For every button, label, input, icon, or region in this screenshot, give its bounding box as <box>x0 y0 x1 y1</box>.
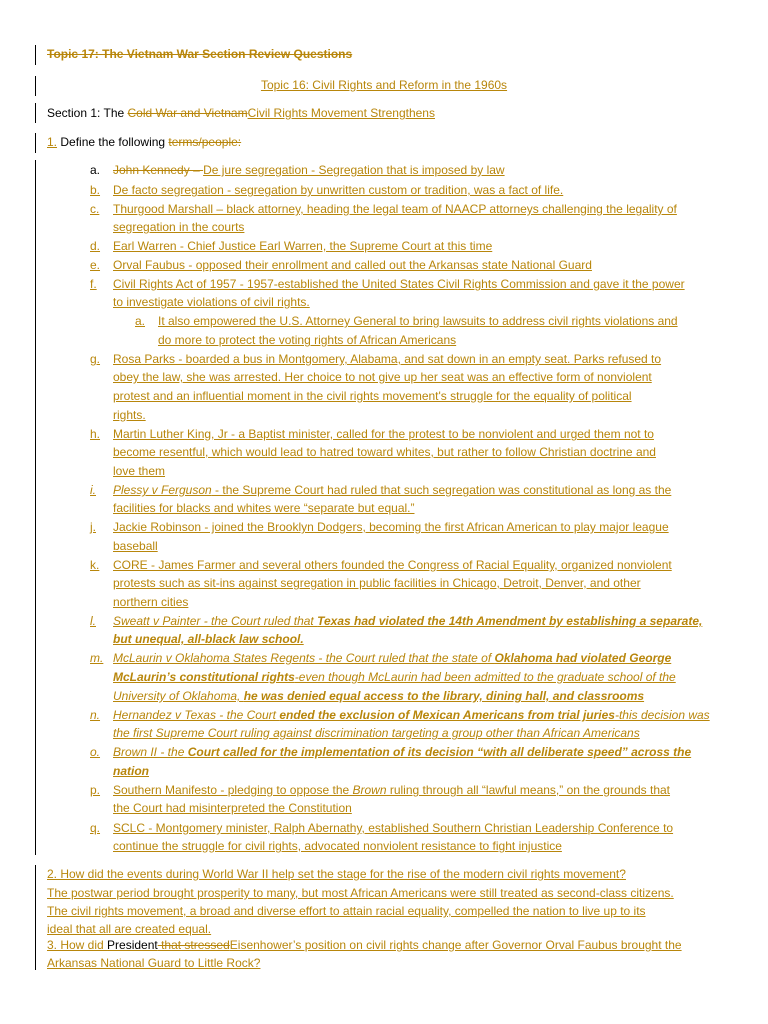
list-marker: b. <box>90 183 101 197</box>
change-bar <box>35 160 36 855</box>
list-item: Brown II - the Court called for the implementation of its decision “with all deliberate speed” across the <box>113 745 692 759</box>
list-marker: l. <box>90 614 96 628</box>
list-item-cont: McLaurin’s constitutional rights-even though McLaurin had been admitted to the graduate school of the <box>113 670 676 684</box>
list-item-cont: segregation in the courts <box>113 220 245 234</box>
answer-2: The postwar period brought prosperity to many, but most African Americans were still treated as second-class citizens. <box>47 886 674 900</box>
list-item-cont: University of Oklahoma, he was denied equal access to the library, dining hall, and classrooms <box>113 689 645 703</box>
list-item: De facto segregation - segregation by unwritten custom or tradition, was a fact of life. <box>113 183 564 197</box>
topic17-heading: Topic 17: The Vietnam War Section Review Questions <box>47 47 353 61</box>
list-marker: n. <box>90 708 101 722</box>
list-item: Rosa Parks - boarded a bus in Montgomery, Alabama, and sat down in an empty seat. Parks refused to <box>113 352 662 366</box>
list-item: Martin Luther King, Jr - a Baptist minister, called for the protest to be nonviolent and urged them not to <box>113 427 654 441</box>
list-item-cont: protests such as sit-ins against segregation in public facilities in Chicago, Detroit, Denver, and other <box>113 576 641 590</box>
list-item-cont: love them <box>113 464 166 478</box>
list-item-cont: do more to protect the voting rights of African Americans <box>158 333 457 347</box>
list-marker: q. <box>90 821 101 835</box>
list-item: Sweatt v Painter - the Court ruled that Texas had violated the 14th Amendment by establishing a separate, <box>113 614 703 628</box>
list-marker: a. <box>90 163 101 177</box>
question-2: 2. How did the events during World War II help set the stage for the rise of the modern civil rights movement? <box>47 867 626 881</box>
list-item-cont: northern cities <box>113 595 189 609</box>
list-item: Earl Warren - Chief Justice Earl Warren, the Supreme Court at this time <box>113 239 493 253</box>
list-marker: e. <box>90 258 101 272</box>
list-marker: j. <box>90 520 96 534</box>
list-item: Southern Manifesto - pledging to oppose the Brown ruling through all “lawful means,” on the grounds that <box>113 783 671 797</box>
list-item: Plessy v Ferguson - the Supreme Court had ruled that such segregation was constitutional as long as the <box>113 483 672 497</box>
list-marker: i. <box>90 483 96 497</box>
question-1: 1. Define the following terms/people: <box>47 135 242 149</box>
list-item-cont: but unequal, all-black law school. <box>113 632 304 646</box>
question-3-cont: Arkansas National Guard to Little Rock? <box>47 956 261 970</box>
list-item: McLaurin v Oklahoma States Regents - the Court ruled that the state of Oklahoma had violated George <box>113 651 672 665</box>
list-item-cont: rights. <box>113 408 146 422</box>
list-marker: h. <box>90 427 101 441</box>
list-item: Hernandez v Texas - the Court ended the exclusion of Mexican Americans from trial juries-this decision was <box>113 708 710 722</box>
list-marker: c. <box>90 202 100 216</box>
list-item: Civil Rights Act of 1957 - 1957-established the United States Civil Rights Commission and gave it the power <box>113 277 685 291</box>
list-item: SCLC - Montgomery minister, Ralph Abernathy, established Southern Christian Leadership Conference to <box>113 821 674 835</box>
list-item-cont: the Court had misinterpreted the Constitution <box>113 801 352 815</box>
list-item: Orval Faubus - opposed their enrollment and called out the Arkansas state National Guard <box>113 258 592 272</box>
list-item-cont: become resentful, which would lead to hatred toward whites, but rather to follow Christian doctrine and <box>113 445 656 459</box>
change-bar <box>35 45 36 65</box>
list-item: John Kennedy – De jure segregation - Segregation that is imposed by law <box>113 163 505 177</box>
change-bar <box>35 865 36 970</box>
list-marker: k. <box>90 558 100 572</box>
question-3: 3. How did President that stressedEisenhower’s position on civil rights change after Governor Orval Faubus brought the <box>47 938 682 952</box>
list-item-cont: protest and an influential moment in the civil rights movement's struggle for the equality of political <box>113 389 632 403</box>
list-item-cont: baseball <box>113 539 158 553</box>
change-bar <box>35 103 36 123</box>
change-bar <box>35 133 36 153</box>
list-item-cont: facilities for blacks and whites were “separate but equal.” <box>113 501 415 515</box>
list-item-cont: continue the struggle for civil rights, advocated nonviolent resistance to fight injustice <box>113 839 562 853</box>
list-item-cont: to investigate violations of civil rights. <box>113 295 310 309</box>
list-marker: d. <box>90 239 101 253</box>
list-marker: g. <box>90 352 101 366</box>
topic16-heading: Topic 16: Civil Rights and Reform in the 1960s <box>260 78 508 92</box>
list-item: Thurgood Marshall – black attorney, heading the legal team of NAACP attorneys challenging the legality of <box>113 202 677 216</box>
answer-2-cont: The civil rights movement, a broad and diverse effort to attain racial equality, compelled the nation to live up to its <box>47 904 646 918</box>
list-marker: o. <box>90 745 101 759</box>
list-marker: a. <box>135 314 146 328</box>
list-item: It also empowered the U.S. Attorney General to bring lawsuits to address civil rights violations and <box>158 314 678 328</box>
list-item-cont: the first Supreme Court ruling against discrimination targeting a group other than African Americans <box>113 726 640 740</box>
answer-2-cont: ideal that all are created equal. <box>47 922 212 936</box>
list-marker: p. <box>90 783 101 797</box>
section-heading: Section 1: The Cold War and VietnamCivil Rights Movement Strengthens <box>47 106 435 120</box>
list-item: Jackie Robinson - joined the Brooklyn Dodgers, becoming the first African American to play major league <box>113 520 669 534</box>
list-item: CORE - James Farmer and several others founded the Congress of Racial Equality, organized nonviolent <box>113 558 672 572</box>
list-item-cont: nation <box>113 764 149 778</box>
list-marker: m. <box>90 651 104 665</box>
list-marker: f. <box>90 277 97 291</box>
list-item-cont: obey the law, she was arrested. Her choice to not give up her seat was an effective form of nonviolent <box>113 370 652 384</box>
